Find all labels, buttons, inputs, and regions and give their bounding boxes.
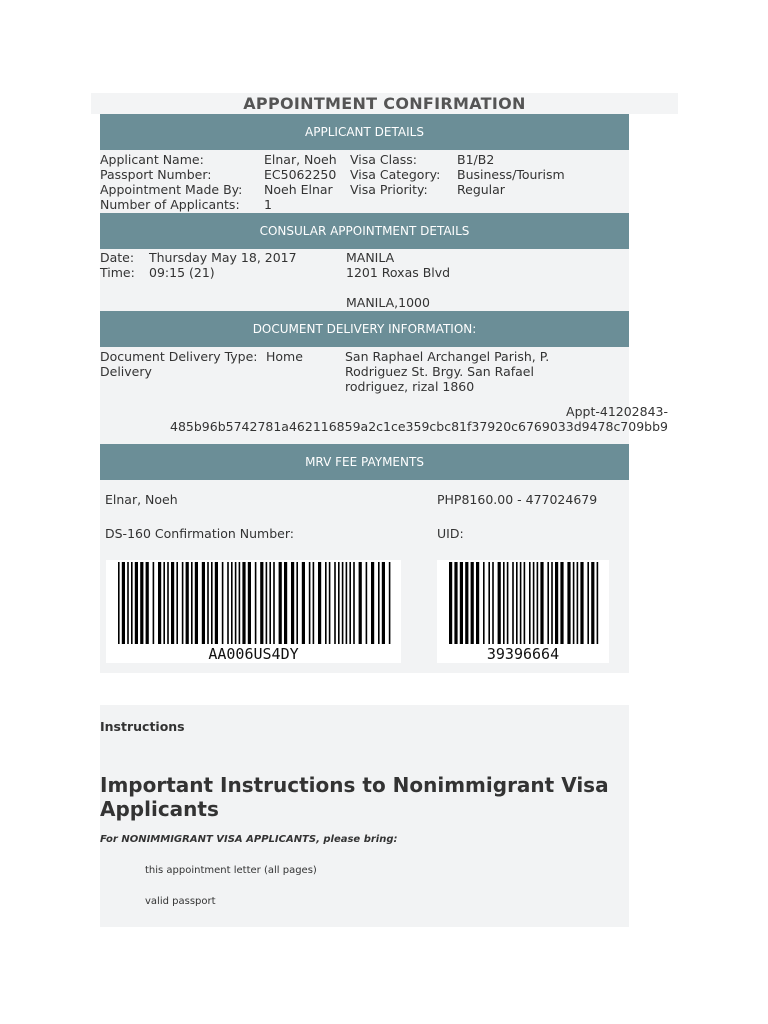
barcode-bar bbox=[560, 562, 563, 644]
barcode-bar bbox=[520, 562, 522, 644]
payment-amount: PHP8160.00 - 477024679 bbox=[437, 492, 598, 507]
ds160-barcode-text: AA006US4DY bbox=[208, 645, 299, 663]
barcode-bar bbox=[279, 562, 282, 644]
visa-priority-label: Visa Priority: bbox=[350, 182, 428, 197]
number-of-applicants-label: Number of Applicants: bbox=[100, 197, 240, 212]
barcode-bar bbox=[153, 562, 155, 644]
barcode-bar bbox=[533, 562, 535, 644]
barcode-bar bbox=[329, 562, 331, 644]
barcode-bar bbox=[366, 562, 368, 644]
visa-labels bbox=[350, 152, 440, 197]
uid-barcode bbox=[437, 560, 609, 663]
barcode-bar bbox=[540, 562, 543, 644]
ds160-barcode bbox=[106, 560, 401, 663]
barcode-bar bbox=[524, 562, 526, 644]
barcode-bar bbox=[171, 562, 174, 644]
appointment-made-by-label: Appointment Made By: bbox=[100, 182, 243, 197]
appointment-id-line1: Appt-41202843- bbox=[566, 404, 668, 419]
uid-label: UID: bbox=[437, 526, 464, 541]
barcode-bar bbox=[242, 562, 245, 644]
barcode-bar bbox=[318, 562, 321, 644]
mrv-fee-header: MRV FEE PAYMENTS bbox=[100, 444, 629, 480]
barcode-bar bbox=[118, 562, 120, 644]
visa-class-value: B1/B2 bbox=[457, 152, 495, 167]
barcode-bar bbox=[186, 562, 189, 644]
instructions-panel bbox=[100, 705, 629, 927]
delivery-type-value: Home bbox=[266, 349, 303, 364]
barcode-bar bbox=[176, 562, 178, 644]
barcode-bar bbox=[325, 562, 327, 644]
barcode-bar bbox=[266, 562, 268, 644]
barcode-bar bbox=[498, 562, 501, 644]
barcode-bar bbox=[476, 562, 479, 644]
barcode-bar bbox=[302, 562, 305, 644]
delivery-address-line2: Rodriguez St. Brgy. San Rafael bbox=[345, 364, 534, 379]
visa-class-label: Visa Class: bbox=[350, 152, 417, 167]
barcode-bar bbox=[488, 562, 490, 644]
barcode-bar bbox=[309, 562, 311, 644]
passport-number-value: EC5062250 bbox=[264, 167, 337, 182]
barcode-bar bbox=[291, 562, 294, 644]
visa-category-value: Business/Tourism bbox=[457, 167, 565, 182]
barcode-bar bbox=[378, 562, 380, 644]
barcode-bar bbox=[346, 562, 348, 644]
delivery-address-line1: San Raphael Archangel Parish, P. bbox=[345, 349, 550, 364]
barcode-bar bbox=[573, 562, 575, 644]
barcode-bar bbox=[471, 562, 474, 644]
barcode-bar bbox=[597, 562, 599, 644]
time-value: 09:15 (21) bbox=[149, 265, 215, 280]
barcode-bar bbox=[353, 562, 355, 644]
time-label: Time: bbox=[100, 265, 135, 280]
consulate-city: MANILA bbox=[346, 250, 395, 265]
barcode-bar bbox=[195, 562, 198, 644]
barcode-bar bbox=[529, 562, 531, 644]
barcode-bar bbox=[191, 562, 193, 644]
barcode-bar bbox=[503, 562, 505, 644]
barcode-bar bbox=[167, 562, 169, 644]
barcode-bar bbox=[492, 562, 494, 644]
delivery-type-label: Document Delivery Type: bbox=[100, 349, 258, 364]
barcode-bar bbox=[338, 562, 340, 644]
visa-category-label: Visa Category: bbox=[350, 167, 441, 182]
ds160-label: DS-160 Confirmation Number: bbox=[105, 526, 294, 541]
applicant-details-header: APPLICANT DETAILS bbox=[100, 114, 629, 150]
applicant-name-value: Elnar, Noeh bbox=[264, 152, 337, 167]
barcode-bar bbox=[547, 562, 549, 644]
barcode-bar bbox=[296, 562, 298, 644]
uid-barcode-bars bbox=[437, 560, 609, 646]
barcode-bar bbox=[207, 562, 209, 644]
barcode-bar bbox=[131, 562, 133, 644]
ds160-barcode-bars bbox=[106, 560, 401, 646]
delivery-type-label-cont: Delivery bbox=[100, 364, 152, 379]
barcode-bar bbox=[235, 562, 237, 644]
barcode-bar bbox=[158, 562, 161, 644]
passport-number-label: Passport Number: bbox=[100, 167, 212, 182]
page-title: APPOINTMENT CONFIRMATION bbox=[243, 94, 526, 113]
visa-priority-value: Regular bbox=[457, 182, 505, 197]
barcode-bar bbox=[239, 562, 241, 644]
barcode-bar bbox=[182, 562, 184, 644]
barcode-bar bbox=[371, 562, 374, 644]
instructions-label: Instructions bbox=[100, 719, 185, 734]
barcode-bar bbox=[255, 562, 257, 644]
barcode-bar bbox=[284, 562, 287, 644]
date-label: Date: bbox=[100, 250, 135, 265]
barcode-bar bbox=[460, 562, 463, 644]
title-bar bbox=[91, 93, 678, 114]
uid-barcode-text: 39396664 bbox=[486, 645, 560, 663]
consulate-city-zip: MANILA,1000 bbox=[346, 295, 430, 310]
barcode-bar bbox=[577, 562, 579, 644]
barcode-bar bbox=[349, 562, 351, 644]
barcode-bar bbox=[215, 562, 218, 644]
barcode-bar bbox=[334, 562, 336, 644]
barcode-bar bbox=[231, 562, 233, 644]
instructions-subheading: For NONIMMIGRANT VISA APPLICANTS, please bring: bbox=[100, 834, 398, 845]
barcode-bar bbox=[389, 562, 391, 644]
payer-name: Elnar, Noeh bbox=[105, 492, 178, 507]
barcode-bar bbox=[465, 562, 468, 644]
barcode-bar bbox=[483, 562, 485, 644]
date-value: Thursday May 18, 2017 bbox=[149, 250, 297, 265]
barcode-bar bbox=[163, 562, 165, 644]
barcode-bar bbox=[135, 562, 138, 644]
barcode-bar bbox=[202, 562, 205, 644]
consulate-street: 1201 Roxas Blvd bbox=[346, 265, 451, 280]
barcode-bar bbox=[567, 562, 570, 644]
barcode-bar bbox=[211, 562, 213, 644]
appointment-id-line2: 485b96b5742781a462116859a2c1ce359cbc81f37920c6769033d9478c709bb9 bbox=[170, 419, 668, 434]
barcode-bar bbox=[551, 562, 553, 644]
barcode-bar bbox=[449, 562, 452, 644]
number-of-applicants-value: 1 bbox=[264, 197, 272, 212]
visa-values bbox=[457, 152, 565, 197]
consular-details-header: CONSULAR APPOINTMENT DETAILS bbox=[100, 213, 629, 249]
barcode-bar bbox=[127, 562, 129, 644]
instructions-heading: Important Instructions to Nonimmigrant Visa Applicants bbox=[100, 773, 609, 821]
barcode-bar bbox=[587, 562, 589, 644]
instruction-item: this appointment letter (all pages) bbox=[145, 865, 317, 876]
barcode-bar bbox=[537, 562, 539, 644]
delivery-address-line3: rodriguez, rizal 1860 bbox=[345, 379, 475, 394]
instruction-item: valid passport bbox=[145, 896, 216, 907]
barcode-bar bbox=[516, 562, 518, 644]
applicant-name-label: Applicant Name: bbox=[100, 152, 204, 167]
barcode-bar bbox=[248, 562, 251, 644]
barcode-bar bbox=[591, 562, 594, 644]
barcode-bar bbox=[313, 562, 315, 644]
barcode-bar bbox=[382, 562, 385, 644]
delivery-info-header: DOCUMENT DELIVERY INFORMATION: bbox=[100, 311, 629, 347]
barcode-bar bbox=[273, 562, 275, 644]
barcode-bar bbox=[555, 562, 558, 644]
barcode-bar bbox=[342, 562, 344, 644]
barcode-bar bbox=[269, 562, 271, 644]
barcode-bar bbox=[222, 562, 224, 644]
barcode-bar bbox=[146, 562, 149, 644]
barcode-bar bbox=[359, 562, 362, 644]
appointment-made-by-value: Noeh Elnar bbox=[264, 182, 333, 197]
applicant-labels bbox=[100, 152, 242, 212]
barcode-bar bbox=[454, 562, 457, 644]
barcode-bar bbox=[512, 562, 514, 644]
barcode-bar bbox=[122, 562, 125, 644]
barcode-bar bbox=[227, 562, 229, 644]
applicant-values bbox=[264, 152, 337, 212]
barcode-bar bbox=[580, 562, 583, 644]
barcode-bar bbox=[260, 562, 263, 644]
barcode-bar bbox=[507, 562, 509, 644]
barcode-bar bbox=[140, 562, 143, 644]
